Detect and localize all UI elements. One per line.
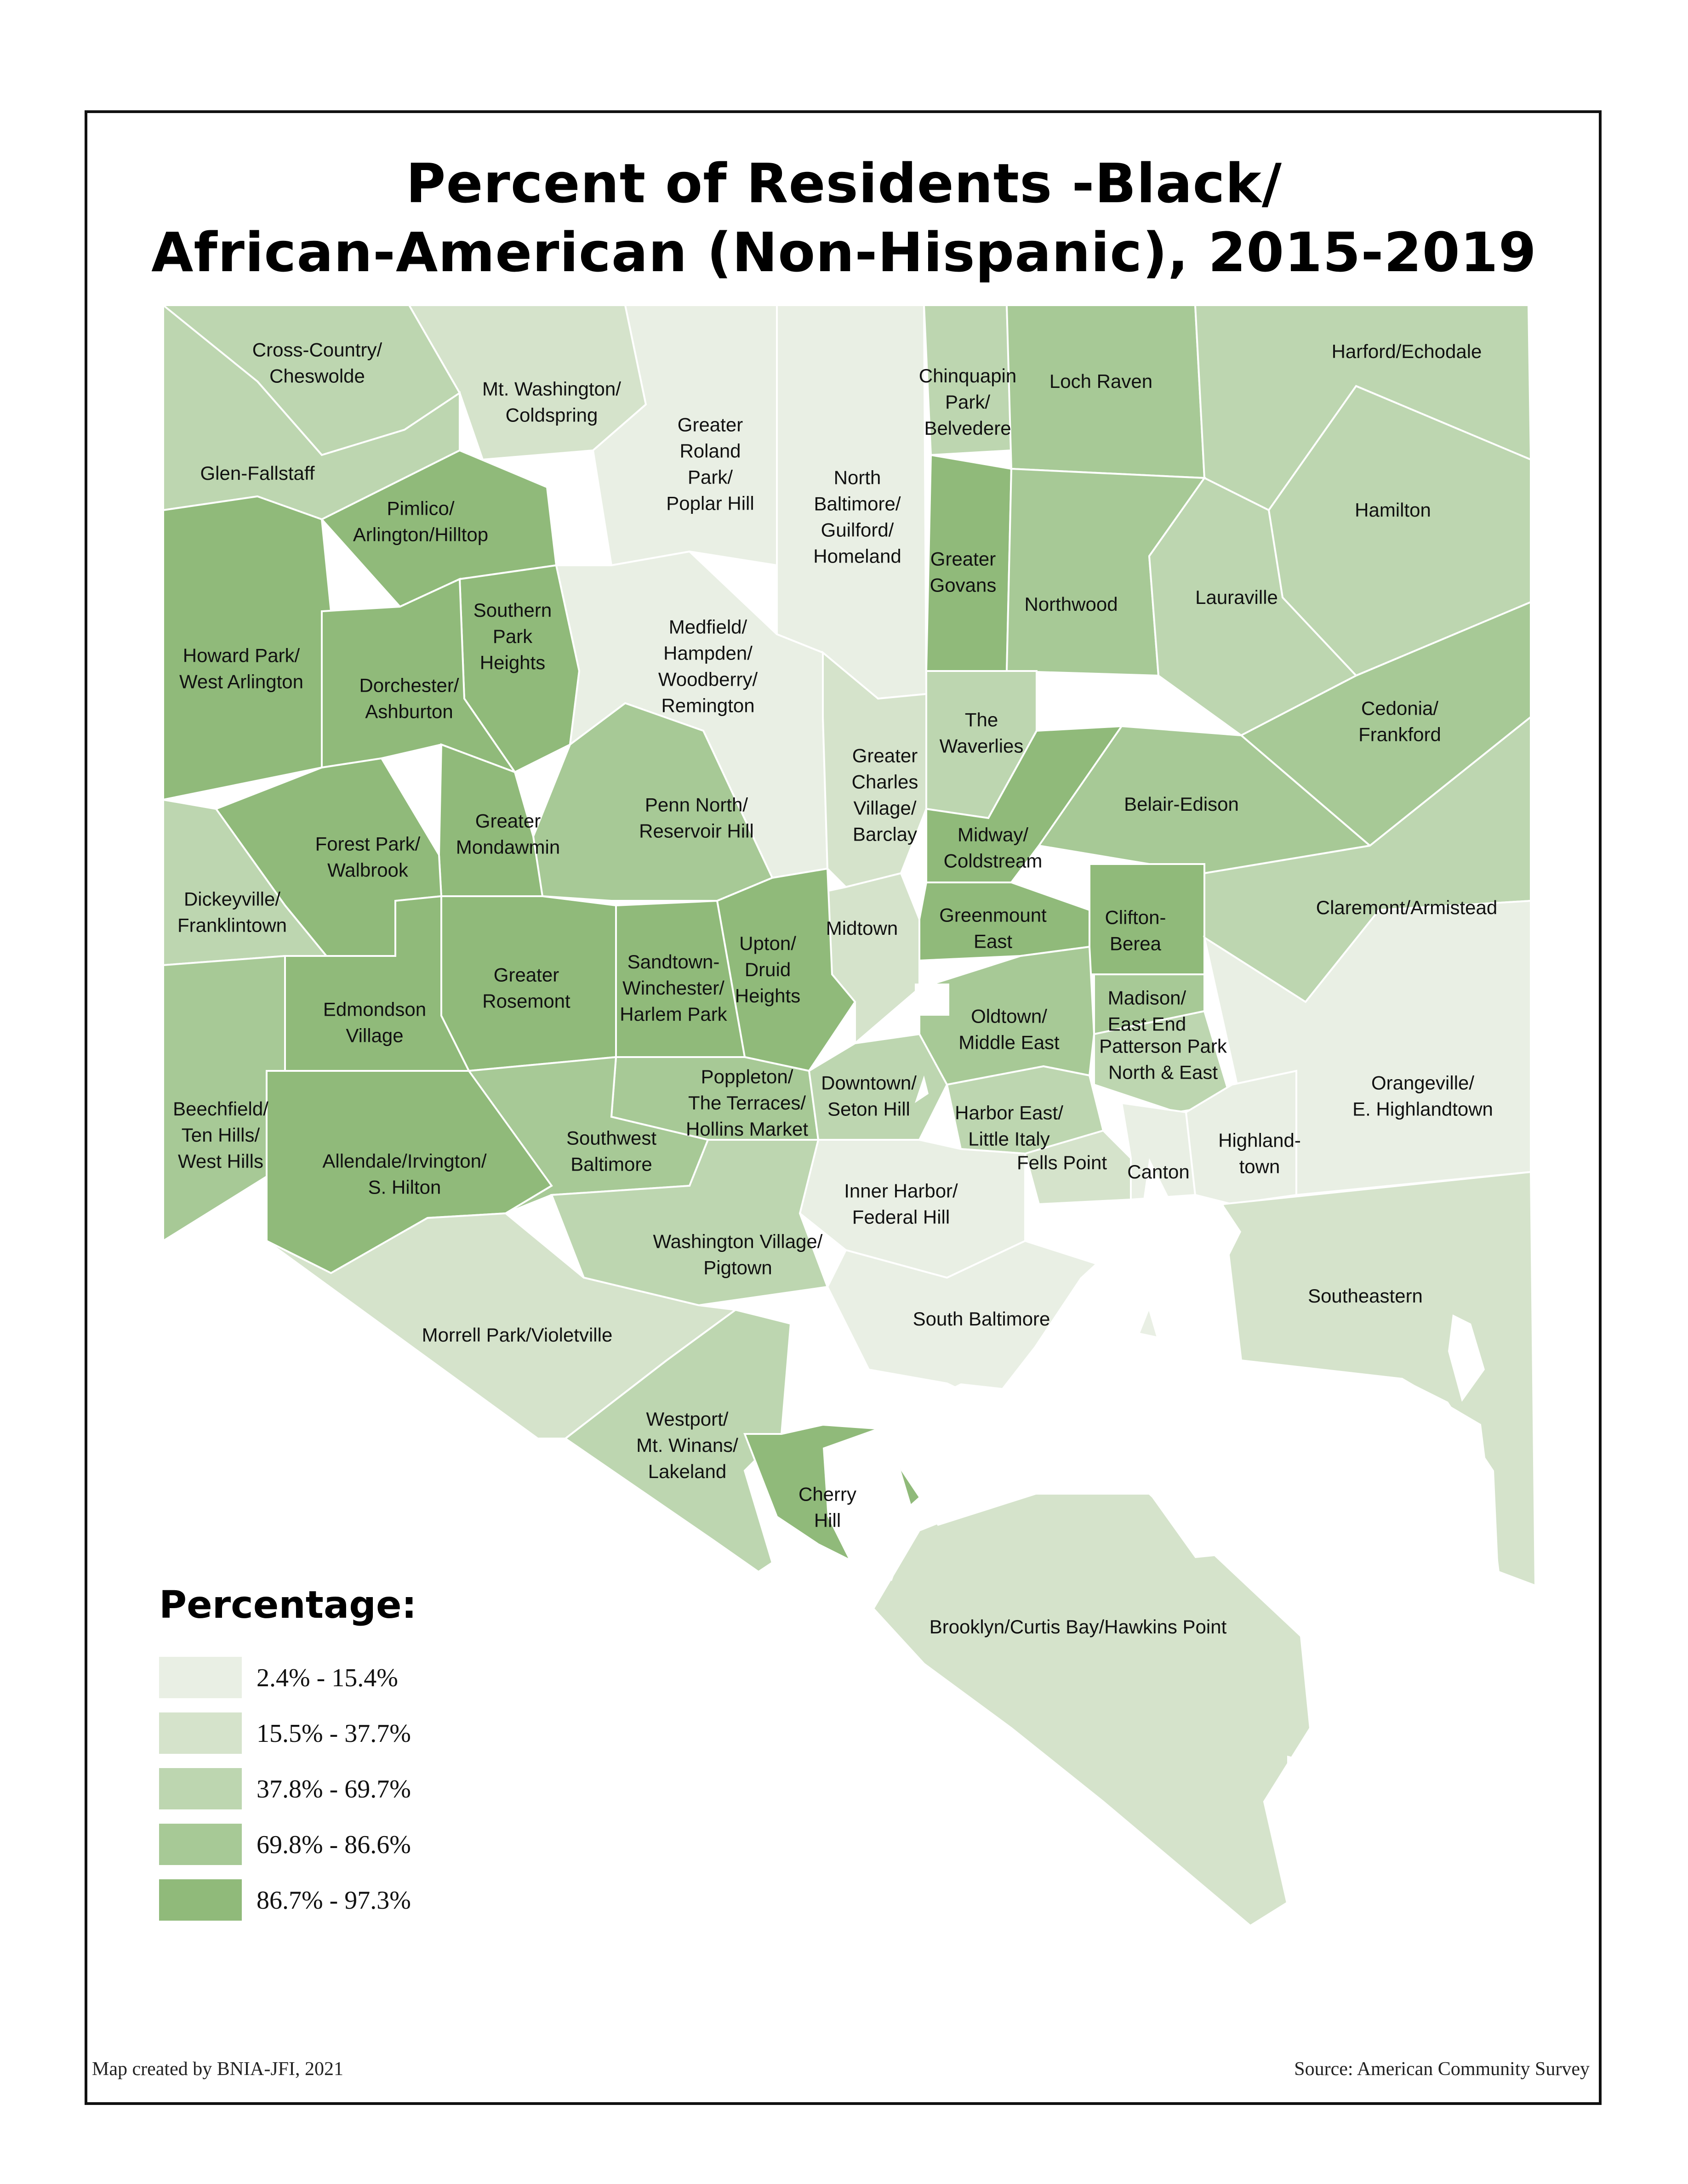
neighborhood-label: Morrell Park/Violetville — [422, 1324, 613, 1346]
neighborhood-label: Washington Village/ Pigtown — [653, 1230, 823, 1279]
legend-swatch — [159, 1824, 242, 1865]
neighborhood-label: Canton — [1127, 1161, 1190, 1183]
neighborhood-label: Greater Charles Village/ Barclay — [851, 745, 918, 845]
neighborhood-label: The Waverlies — [939, 709, 1024, 757]
neighborhood-label: Beechfield/ Ten Hills/ West Hills — [173, 1098, 268, 1172]
legend-label: 2.4% - 15.4% — [257, 1664, 398, 1692]
neighborhood-label: Southern Park Heights — [473, 599, 552, 673]
neighborhood-label: Chinquapin Park/ Belvedere — [918, 365, 1017, 439]
neighborhood-label: Madison/ East End — [1107, 987, 1186, 1035]
neighborhood-label: Belair-Edison — [1124, 793, 1239, 815]
neighborhood-label: Orangeville/ E. Highlandtown — [1352, 1072, 1493, 1120]
neighborhood-label: Cross-Country/ Cheswolde — [252, 339, 382, 387]
neighborhood-label: Greenmount East — [939, 904, 1047, 952]
neighborhood-label: Loch Raven — [1049, 370, 1153, 392]
legend-item — [159, 1712, 573, 1754]
neighborhood-label: Midtown — [826, 917, 898, 939]
neighborhood-label: Howard Park/ West Arlington — [179, 644, 304, 693]
neighborhood-label: Medfield/ Hampden/ Woodberry/ Remington — [658, 616, 758, 717]
neighborhood-label: Inner Harbor/ Federal Hill — [844, 1180, 958, 1228]
neighborhood-label: Edmondson Village — [323, 998, 427, 1046]
neighborhood-label: Allendale/Irvington/ S. Hilton — [322, 1150, 487, 1198]
legend-title: Percentage: — [159, 1583, 417, 1627]
unmapped-block — [915, 984, 949, 1016]
data-source: Source: American Community Survey — [1294, 2059, 1590, 2080]
legend-item — [159, 1657, 573, 1698]
water-body — [1287, 1756, 1480, 1930]
neighborhood-label: Sandtown-Winchester/ Harlem Park — [620, 951, 727, 1025]
map-credit: Map created by BNIA-JFI, 2021 — [92, 2059, 344, 2080]
neighborhood-label: Brooklyn/Curtis Bay/Hawkins Point — [929, 1616, 1227, 1638]
neighborhood-region — [873, 1494, 1310, 1926]
legend-label: 15.5% - 37.7% — [257, 1719, 411, 1748]
neighborhood-label: Harford/Echodale — [1331, 341, 1482, 362]
legend-swatch — [159, 1768, 242, 1809]
neighborhood-label: Greater Govans — [930, 548, 997, 596]
legend-swatch — [159, 1879, 242, 1921]
legend-label: 69.8% - 86.6% — [257, 1831, 411, 1859]
neighborhood-label: Claremont/Armistead — [1316, 897, 1498, 918]
neighborhood-label: South Baltimore — [912, 1308, 1050, 1330]
neighborhood-label: Harbor East/ Little Italy — [955, 1102, 1063, 1150]
neighborhood-label: Greater Mondawmin — [456, 810, 560, 858]
neighborhood-label: Westport/ Mt. Winans/ Lakeland — [636, 1408, 738, 1482]
neighborhood-label: Fells Point — [1016, 1152, 1107, 1173]
neighborhood-label: Forest Park/ Walbrook — [315, 833, 421, 881]
neighborhood-label: Pimlico/ Arlington/Hilltop — [353, 497, 489, 546]
legend-label: 86.7% - 97.3% — [257, 1886, 411, 1915]
neighborhood-label: Glen-Fallstaff — [200, 462, 315, 484]
neighborhood-label: Poppleton/ The Terraces/ Hollins Market — [685, 1066, 809, 1140]
neighborhood-label: Greater Rosemont — [482, 964, 570, 1012]
legend-item — [159, 1768, 573, 1809]
neighborhood-label: Hamilton — [1355, 499, 1431, 521]
neighborhood-label: Dickeyville/ Franklintown — [177, 888, 287, 936]
neighborhood-label: Northwood — [1024, 593, 1118, 615]
neighborhood-label: North Baltimore/ Guilford/ Homeland — [813, 466, 901, 567]
legend-item — [159, 1824, 573, 1865]
legend-label: 37.8% - 69.7% — [257, 1775, 411, 1803]
neighborhood-label: Cedonia/ Frankford — [1358, 697, 1441, 745]
neighborhood-label: Upton/ Druid Heights — [735, 933, 801, 1007]
neighborhood-label: Greater Roland Park/ Poplar Hill — [666, 414, 754, 514]
map-title-line-2: African-American (Non-Hispanic), 2015-2019 — [151, 221, 1537, 284]
neighborhood-label: Downtown/ Seton Hill — [821, 1072, 917, 1120]
neighborhood-label: Penn North/ Reservoir Hill — [639, 794, 754, 842]
legend-swatch — [159, 1657, 242, 1698]
neighborhood-label: Lauraville — [1195, 586, 1278, 608]
legend-item — [159, 1879, 573, 1921]
neighborhood-label: Southeastern — [1308, 1285, 1423, 1307]
neighborhood-label: Midway/ Coldstream — [943, 824, 1043, 872]
neighborhood-label: Clifton-Berea — [1105, 906, 1166, 955]
neighborhood-label: Dorchester/ Ashburton — [359, 674, 459, 722]
neighborhood-label: Southwest Baltimore — [566, 1127, 657, 1175]
neighborhood-label: Patterson Park North & East — [1099, 1035, 1227, 1083]
neighborhood-label: Oldtown/ Middle East — [958, 1005, 1060, 1053]
neighborhood-label: Cherry Hill — [798, 1483, 857, 1531]
map-title-line-1: Percent of Residents -Black/ — [406, 152, 1282, 215]
neighborhood-label: Mt. Washington/ Coldspring — [482, 378, 621, 426]
legend-swatch — [159, 1712, 242, 1754]
neighborhood-label: Highland-town — [1218, 1129, 1301, 1177]
